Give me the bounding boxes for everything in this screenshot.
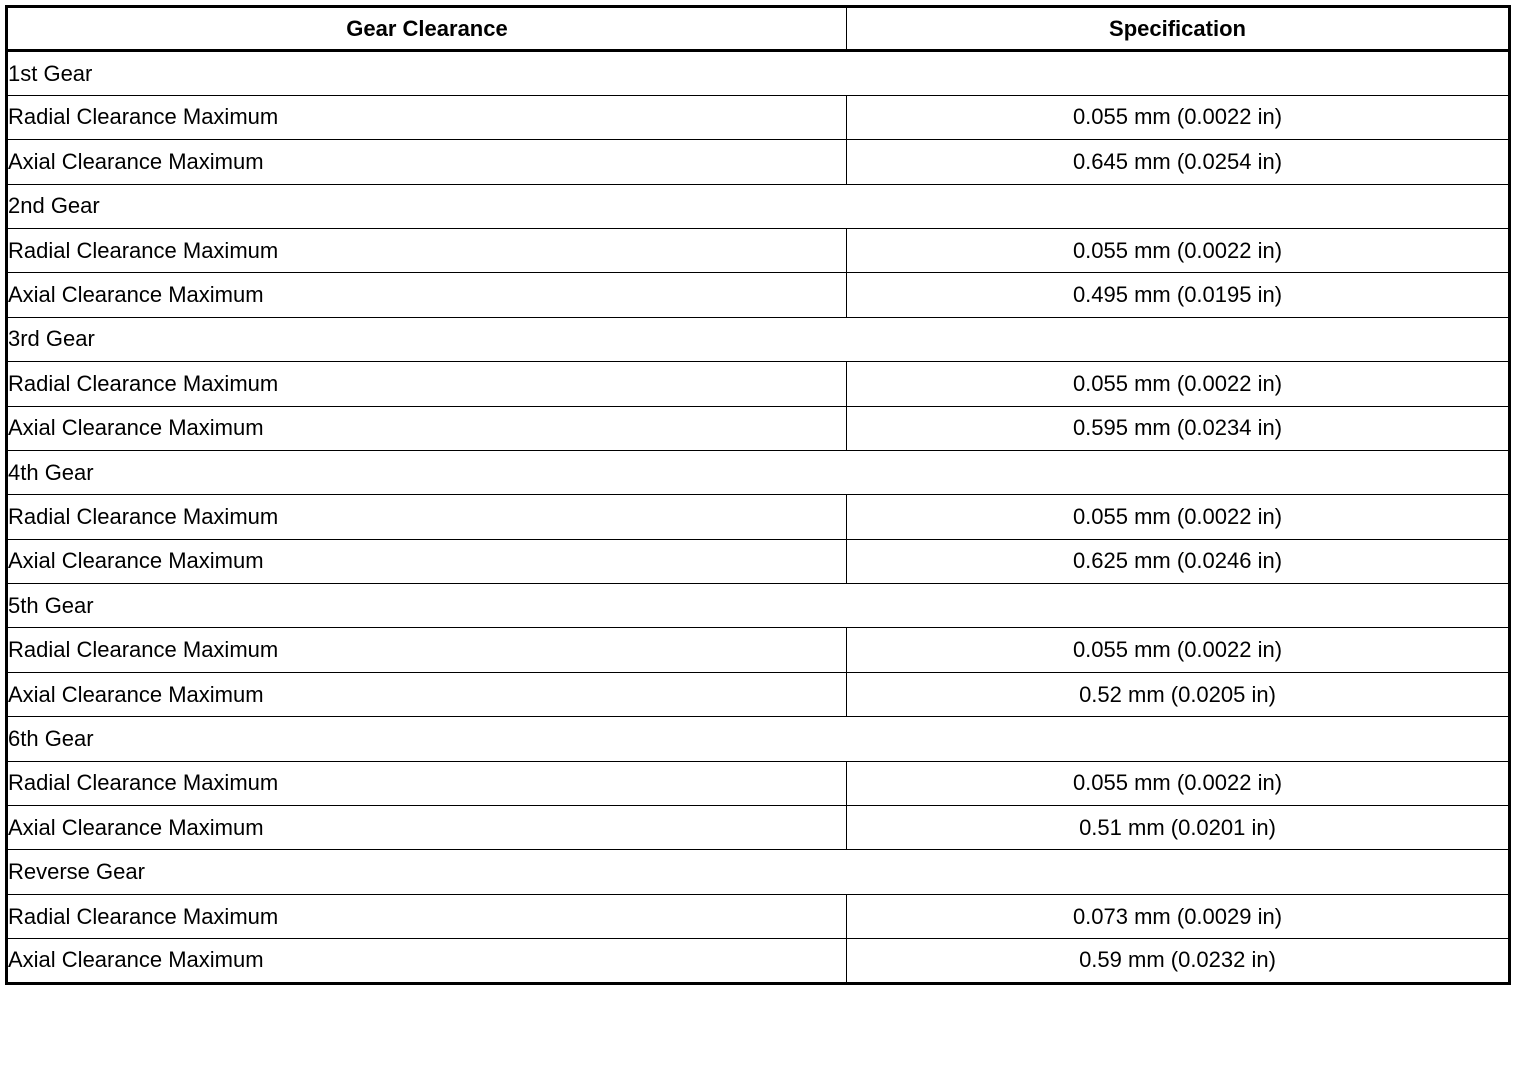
radial-clearance-label: Radial Clearance Maximum <box>7 761 847 805</box>
axial-clearance-value: 0.595 mm (0.0234 in) <box>847 406 1510 450</box>
axial-clearance-value: 0.59 mm (0.0232 in) <box>847 939 1510 983</box>
table-row <box>7 228 1510 272</box>
table-row <box>7 628 1510 672</box>
gear-clearance-table <box>5 5 1511 985</box>
gear-group-row <box>7 717 1510 761</box>
axial-clearance-label: Axial Clearance Maximum <box>7 539 847 583</box>
gear-name: 1st Gear <box>7 51 1510 95</box>
radial-clearance-value: 0.055 mm (0.0022 in) <box>847 362 1510 406</box>
axial-clearance-value: 0.495 mm (0.0195 in) <box>847 273 1510 317</box>
column-header-specification: Specification <box>847 7 1510 51</box>
radial-clearance-label: Radial Clearance Maximum <box>7 95 847 139</box>
radial-clearance-label: Radial Clearance Maximum <box>7 362 847 406</box>
table-row <box>7 806 1510 850</box>
table-row <box>7 539 1510 583</box>
axial-clearance-label: Axial Clearance Maximum <box>7 406 847 450</box>
radial-clearance-value: 0.055 mm (0.0022 in) <box>847 495 1510 539</box>
table-row <box>7 495 1510 539</box>
table-row <box>7 406 1510 450</box>
axial-clearance-label: Axial Clearance Maximum <box>7 672 847 716</box>
radial-clearance-label: Radial Clearance Maximum <box>7 495 847 539</box>
gear-name: 6th Gear <box>7 717 1510 761</box>
gear-group-row <box>7 850 1510 894</box>
radial-clearance-label: Radial Clearance Maximum <box>7 894 847 938</box>
radial-clearance-value: 0.055 mm (0.0022 in) <box>847 95 1510 139</box>
axial-clearance-label: Axial Clearance Maximum <box>7 806 847 850</box>
axial-clearance-label: Axial Clearance Maximum <box>7 939 847 983</box>
gear-name: 3rd Gear <box>7 317 1510 361</box>
radial-clearance-value: 0.055 mm (0.0022 in) <box>847 761 1510 805</box>
axial-clearance-value: 0.625 mm (0.0246 in) <box>847 539 1510 583</box>
radial-clearance-label: Radial Clearance Maximum <box>7 628 847 672</box>
table-row <box>7 362 1510 406</box>
axial-clearance-value: 0.51 mm (0.0201 in) <box>847 806 1510 850</box>
radial-clearance-value: 0.055 mm (0.0022 in) <box>847 628 1510 672</box>
axial-clearance-value: 0.52 mm (0.0205 in) <box>847 672 1510 716</box>
axial-clearance-label: Axial Clearance Maximum <box>7 140 847 184</box>
radial-clearance-value: 0.073 mm (0.0029 in) <box>847 894 1510 938</box>
gear-group-row <box>7 584 1510 628</box>
gear-name: Reverse Gear <box>7 850 1510 894</box>
table-row <box>7 95 1510 139</box>
gear-group-row <box>7 51 1510 95</box>
gear-name: 4th Gear <box>7 450 1510 494</box>
table-row <box>7 761 1510 805</box>
column-header-gear-clearance: Gear Clearance <box>7 7 847 51</box>
gear-name: 5th Gear <box>7 584 1510 628</box>
axial-clearance-label: Axial Clearance Maximum <box>7 273 847 317</box>
gear-group-row <box>7 317 1510 361</box>
radial-clearance-label: Radial Clearance Maximum <box>7 228 847 272</box>
table-row <box>7 273 1510 317</box>
gear-name: 2nd Gear <box>7 184 1510 228</box>
table-row <box>7 939 1510 983</box>
gear-group-row <box>7 184 1510 228</box>
radial-clearance-value: 0.055 mm (0.0022 in) <box>847 228 1510 272</box>
axial-clearance-value: 0.645 mm (0.0254 in) <box>847 140 1510 184</box>
gear-group-row <box>7 450 1510 494</box>
table-row <box>7 672 1510 716</box>
table-header-row <box>7 7 1510 51</box>
table-row <box>7 894 1510 938</box>
table-row <box>7 140 1510 184</box>
